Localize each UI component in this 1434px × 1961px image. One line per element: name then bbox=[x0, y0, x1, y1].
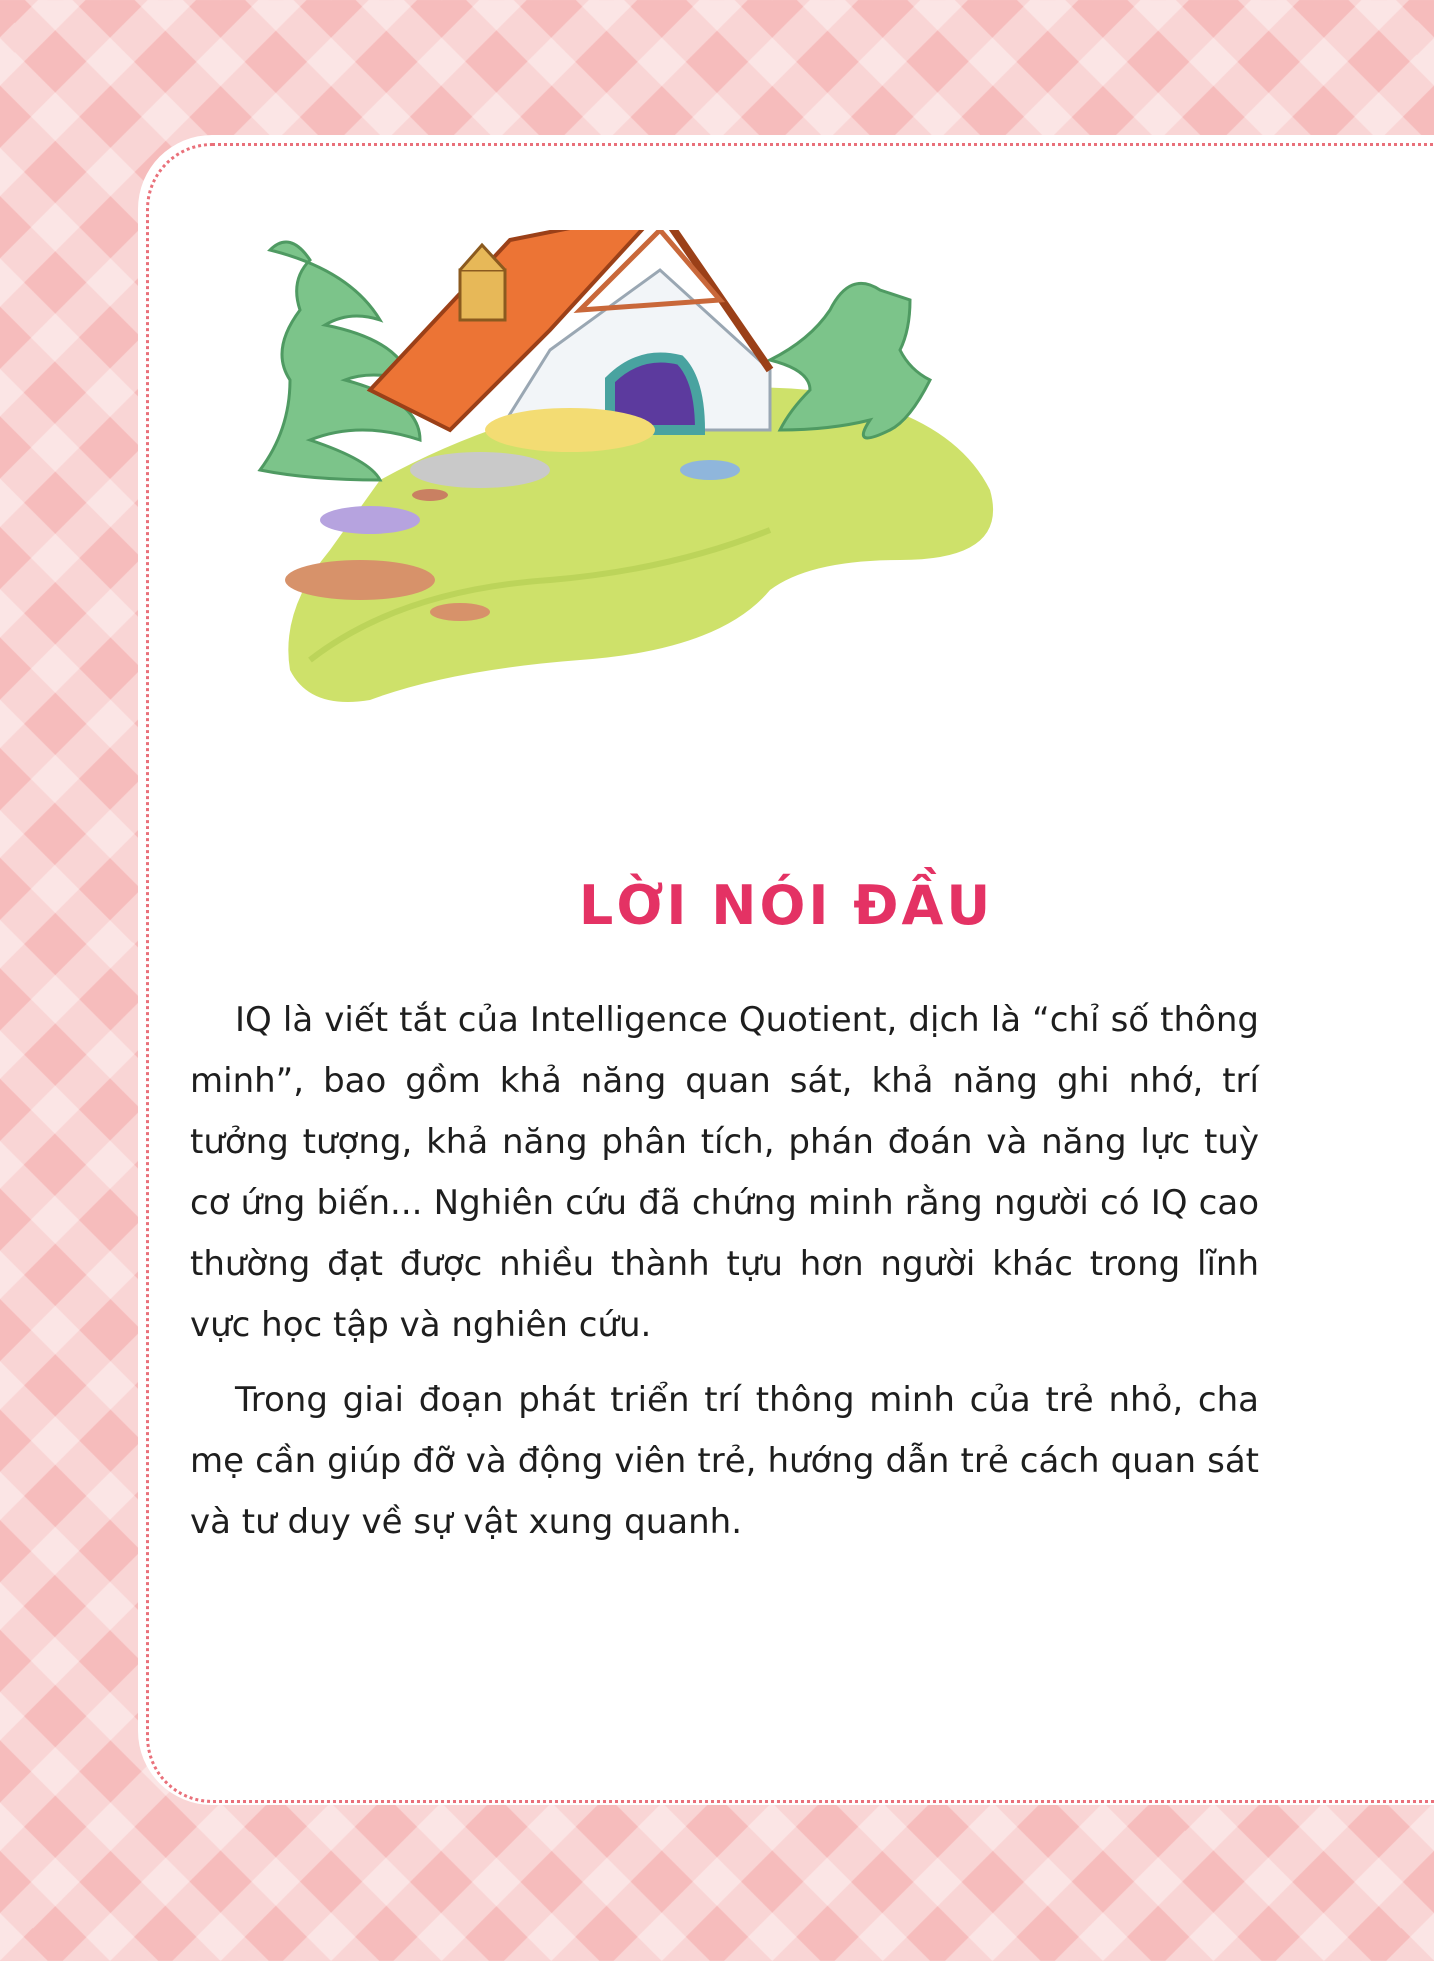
stone bbox=[430, 603, 490, 621]
stone bbox=[485, 408, 655, 452]
paragraph: Trong giai đoạn phát triển trí thông minh của trẻ nhỏ, cha mẹ cần giúp đỡ và động viên trẻ, hướng dẫn trẻ cách quan sát và tư duy về sự vật xung quanh. bbox=[190, 1380, 1259, 1542]
stone bbox=[285, 560, 435, 600]
paragraph: IQ là viết tắt của Intelligence Quotient, dịch là “chỉ số thông minh”, bao gồm khả năng quan sát, khả năng ghi nhớ, trí tưởng tượng, khả năng phân tích, phán đoán và năng lực tuỳ cơ ứng biến... Nghiên cứu đã chứng minh rằng người có IQ cao thường đạt được nhiều thành tựu hơn người khác trong lĩnh vực học tập và nghiên cứu. bbox=[190, 1000, 1259, 1345]
stone bbox=[412, 489, 448, 501]
stone bbox=[680, 460, 740, 480]
stone bbox=[410, 452, 550, 488]
page-title: LỜI NÓI ĐẦU bbox=[578, 874, 994, 937]
body-text bbox=[190, 990, 1259, 1567]
dormer-window bbox=[460, 270, 505, 320]
cottage-on-hill-illustration bbox=[250, 230, 1170, 830]
stone bbox=[320, 506, 420, 534]
right-tree bbox=[770, 283, 930, 438]
